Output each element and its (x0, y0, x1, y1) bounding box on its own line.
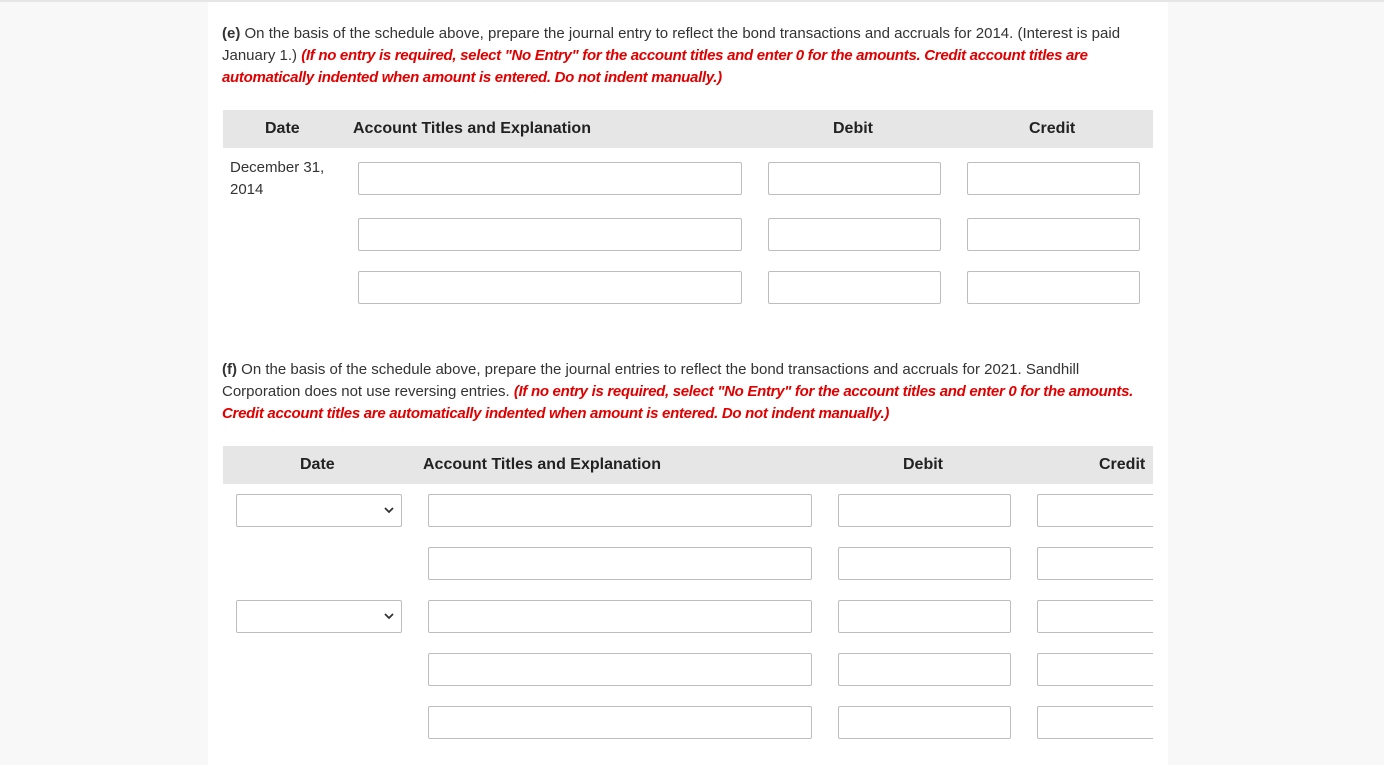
part-f-row4-debit-input[interactable] (838, 653, 1011, 686)
part-f-header-date: Date (300, 456, 335, 473)
part-f-note: (If no entry is required, select "No Entry" for the account titles and enter 0 for the amounts. Credit account titles are automatically indented when amount is entered. Do not indent manually.) (222, 383, 1133, 422)
part-f-row2-credit-input[interactable] (1037, 547, 1153, 580)
part-f-header-debit: Debit (903, 456, 943, 473)
part-f-row3-debit-input[interactable] (838, 600, 1011, 633)
part-f-row5-credit-input[interactable] (1037, 706, 1153, 739)
part-e-header-credit: Credit (1029, 120, 1076, 137)
part-f-text: On the basis of the schedule above, prepare the journal entries to reflect the bond transactions and accruals for 2021. Sandhill Corporation does not use reversing entries. (222, 361, 1080, 400)
part-e-date: December 31, 2014 (230, 159, 325, 198)
part-f-date-select-2[interactable] (236, 600, 402, 633)
content-clip (208, 2, 1153, 765)
part-f-row4-account-input[interactable] (428, 653, 812, 686)
part-e-row2-debit-input[interactable] (768, 218, 941, 251)
part-f-header-credit: Credit (1099, 456, 1146, 473)
part-e-row2-credit-input[interactable] (967, 218, 1140, 251)
part-e-header-debit: Debit (833, 120, 873, 137)
part-e-text: On the basis of the schedule above, prepare the journal entry to reflect the bond transactions and accruals for 2014. (Interest is paid January 1.) (222, 25, 1121, 64)
part-e-row3-account-input[interactable] (358, 271, 742, 304)
part-f-label: (f) (222, 361, 237, 378)
chevron-down-icon (383, 503, 395, 517)
part-e-row1-credit-input[interactable] (967, 162, 1140, 195)
part-f-row2-account-input[interactable] (428, 547, 812, 580)
part-e-row1-account-input[interactable] (358, 162, 742, 195)
part-e-row2-account-input[interactable] (358, 218, 742, 251)
part-f-row5-account-input[interactable] (428, 706, 812, 739)
part-e-note: (If no entry is required, select "No Entry" for the account titles and enter 0 for the amounts. Credit account titles are automatically indented when amount is entered. Do not indent manually.) (222, 47, 1088, 86)
part-e-row1-debit-input[interactable] (768, 162, 941, 195)
chevron-down-icon (383, 609, 395, 623)
part-f-row1-credit-input[interactable] (1037, 494, 1153, 527)
part-f-row2-debit-input[interactable] (838, 547, 1011, 580)
part-f-row1-account-input[interactable] (428, 494, 812, 527)
part-e-header-date: Date (265, 120, 300, 137)
part-f-row3-credit-input[interactable] (1037, 600, 1153, 633)
part-f-header-account: Account Titles and Explanation (423, 456, 661, 473)
part-f-row5-debit-input[interactable] (838, 706, 1011, 739)
part-e-table-header (223, 110, 1153, 148)
part-f-table-header (223, 446, 1153, 484)
question-panel (208, 2, 1168, 765)
part-f-row3-account-input[interactable] (428, 600, 812, 633)
part-f-date-select-1[interactable] (236, 494, 402, 527)
part-f-row4-credit-input[interactable] (1037, 653, 1153, 686)
part-e-row3-debit-input[interactable] (768, 271, 941, 304)
part-f-instructions (222, 359, 1153, 425)
part-e-header-account: Account Titles and Explanation (353, 120, 591, 137)
part-e-row3-credit-input[interactable] (967, 271, 1140, 304)
part-e-label: (e) (222, 25, 241, 42)
part-f-row1-debit-input[interactable] (838, 494, 1011, 527)
part-e-instructions (222, 23, 1153, 89)
